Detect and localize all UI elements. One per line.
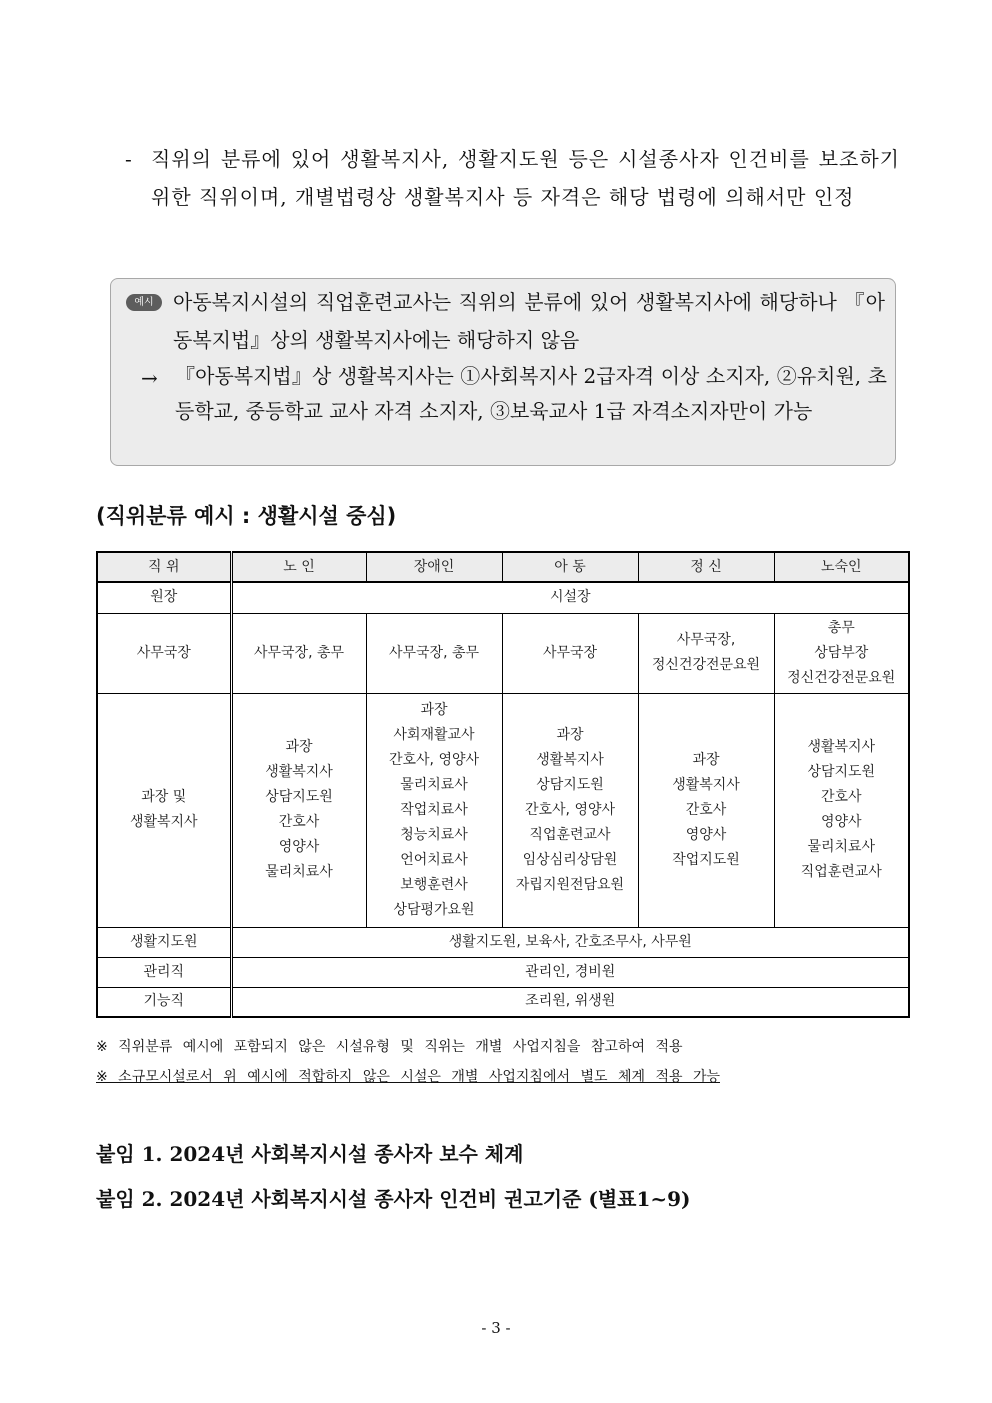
cell-admin: 관리인, 경비원 bbox=[231, 957, 909, 987]
attachment-1: 붙임 1. 2024년 사회복지시설 종사자 보수 체계 bbox=[96, 1142, 524, 1166]
row-label-manager: 과장 및 생활복지사 bbox=[97, 693, 231, 927]
cell-manager-elderly: 과장 생활복지사 상담지도원 간호사 영양사 물리치료사 bbox=[231, 693, 366, 927]
right-arrow-icon: → bbox=[141, 366, 158, 390]
header-elderly: 노 인 bbox=[231, 552, 366, 582]
table-header-row bbox=[97, 552, 909, 582]
header-position: 직 위 bbox=[97, 552, 231, 582]
cell-secretary-mental: 사무국장, 정신건강전문요원 bbox=[638, 613, 774, 693]
header-homeless: 노숙인 bbox=[774, 552, 909, 582]
cell-director: 시설장 bbox=[231, 582, 909, 613]
cell-secretary-homeless: 총무 상담부장 정신건강전문요원 bbox=[774, 613, 909, 693]
attachment-2: 붙임 2. 2024년 사회복지시설 종사자 인건비 권고기준 (별표1~9) bbox=[96, 1187, 691, 1211]
section-title: (직위분류 예시 : 생활시설 중심) bbox=[96, 504, 397, 528]
row-label-life-guide: 생활지도원 bbox=[97, 927, 231, 957]
bullet-text: 직위의 분류에 있어 생활복지사, 생활지도원 등은 시설종사자 인건비를 보조하기 위한 직위이며, 개별법령상 생활복지사 등 자격은 해당 법령에 의해서만 인정 bbox=[151, 147, 900, 209]
header-disabled: 장애인 bbox=[366, 552, 502, 582]
cell-secretary-disabled: 사무국장, 총무 bbox=[366, 613, 502, 693]
cell-manager-homeless: 생활복지사 상담지도원 간호사 영양사 물리치료사 직업훈련교사 bbox=[774, 693, 909, 927]
header-mental: 정 신 bbox=[638, 552, 774, 582]
example-arrow-text: 『아동복지법』상 생활복지사는 ①사회복지사 2급자격 이상 소지자, ②유치원, 초등학교, 중등학교 교사 자격 소지자, ③보육교사 1급 자격소지자만이 가능 bbox=[175, 364, 887, 423]
page-number: - 3 - bbox=[481, 1319, 511, 1337]
footnote-2: ※ 소규모시설로서 위 예시에 적합하지 않은 시설은 개별 사업지침에서 별도 체계 적용 가능 bbox=[96, 1069, 720, 1085]
cell-manager-mental: 과장 생활복지사 간호사 영양사 작업지도원 bbox=[638, 693, 774, 927]
footnote-1: ※ 직위분류 예시에 포함되지 않은 시설유형 및 직위는 개별 사업지침을 참고하여 적용 bbox=[96, 1039, 683, 1055]
example-badge: 예시 bbox=[126, 294, 162, 311]
bullet-paragraph bbox=[125, 140, 900, 216]
table-row bbox=[97, 927, 909, 957]
cell-technical: 조리원, 위생원 bbox=[231, 987, 909, 1017]
cell-manager-child: 과장 생활복지사 상담지도원 간호사, 영양사 직업훈련교사 임상심리상담원 자립지원전담요원 bbox=[502, 693, 638, 927]
table-row bbox=[97, 987, 909, 1017]
cell-secretary-elderly: 사무국장, 총무 bbox=[231, 613, 366, 693]
table-row bbox=[97, 582, 909, 613]
cell-life-guide: 생활지도원, 보육사, 간호조무사, 사무원 bbox=[231, 927, 909, 957]
table-row bbox=[97, 613, 909, 693]
cell-manager-disabled: 과장 사회재활교사 간호사, 영양사 물리치료사 작업치료사 청능치료사 언어치료사 보행훈련사 상담평가요원 bbox=[366, 693, 502, 927]
row-label-secretary: 사무국장 bbox=[97, 613, 231, 693]
row-label-technical: 기능직 bbox=[97, 987, 231, 1017]
table-row bbox=[97, 693, 909, 927]
example-arrow-row bbox=[141, 359, 887, 429]
cell-secretary-child: 사무국장 bbox=[502, 613, 638, 693]
job-classification-table bbox=[96, 551, 910, 1018]
table-row bbox=[97, 957, 909, 987]
example-text: 아동복지시설의 직업훈련교사는 직위의 분류에 있어 생활복지사에 해당하나 『아동복지법』상의 생활복지사에는 해당하지 않음 bbox=[173, 290, 885, 352]
row-label-admin: 관리직 bbox=[97, 957, 231, 987]
bullet-dash: - bbox=[125, 147, 132, 171]
row-label-director: 원장 bbox=[97, 582, 231, 613]
example-box bbox=[110, 278, 896, 466]
header-child: 아 동 bbox=[502, 552, 638, 582]
